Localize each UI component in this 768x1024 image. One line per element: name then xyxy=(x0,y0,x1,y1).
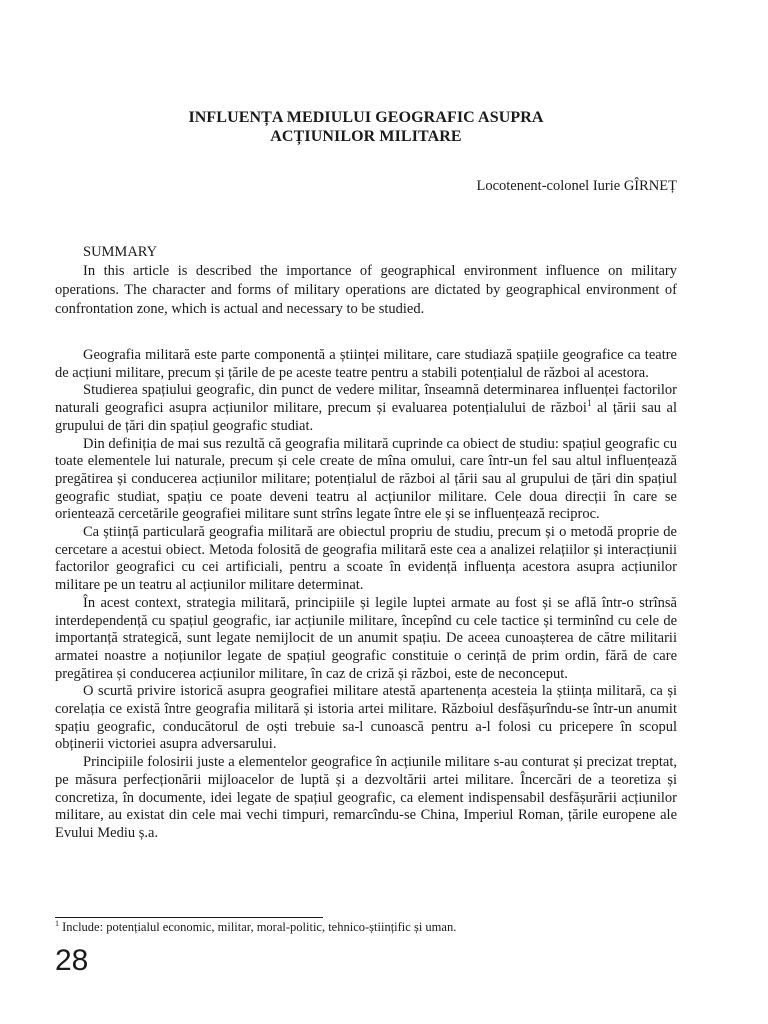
title-line-1: INFLUENȚA MEDIULUI GEOGRAFIC ASUPRA xyxy=(188,109,544,126)
body-paragraph: Principiile folosirii juste a elementelor geografice în acțiunile militare s-au conturat și precizat treptat, pe măsura perfecționării mijloacelor de luptă și a dezvoltării artei militare. Încercări de a teoretiza și concretiza, în documente, idei legate de spațiul geografic, ca element indispensabil desfășurării acțiunilor militare, au existat din cele mai vechi timpuri, remarcîndu-se China, Imperiul Roman, țările europene ale Evului Mediu ș.a. xyxy=(55,754,677,841)
body-paragraph: Geografia militară este parte componentă a științei militare, care studiază spațiile geografice ca teatre de acțiuni militare, precum și țările de pe aceste teatre pentru a stabili potențialul de război al acestora. xyxy=(55,347,677,381)
author-name: Locotenent-colonel Iurie GÎRNEȚ xyxy=(476,178,677,194)
paragraph-text: Studierea spațiului geografic, din punct de vedere militar, înseamnă determinarea influenței factorilor naturali geografici asupra acțiunilor militare, precum și evaluarea potențialului de război xyxy=(55,382,677,417)
body-paragraph: Din definiția de mai sus rezultă că geografia militară cuprinde ca obiect de studiu: spațiul geografic cu toate elementele lui naturale, precum și cele create de mîna omului, care într-un fel sau altul influențează pregătirea și conducerea acțiunilor militare; potențialul de război al țării sau al grupului de țări din spațiul geografic studiat, spațiu ce poate deveni teatru al acțiunilor militare. Cele doua direcții în care se orientează cercetările geografiei militare sunt strîns legate între ele și se influențează reciproc. xyxy=(55,435,677,523)
footnote xyxy=(55,920,456,935)
footnote-reference: 1 xyxy=(586,398,592,409)
summary-section xyxy=(55,243,677,319)
body-paragraph: O scurtă privire istorică asupra geografiei militare atestă apartenența acesteia la știința militară, ca și corelația ce există între geografia militară și istoria artei militare. Războiul desfășurîndu-se într-un anumit spațiu geografic, conducătorul de oști trebuie sa-l cunoască pentru a-l folosi cu pricepere în scopul obținerii victoriei asupra adversarului. xyxy=(55,683,677,753)
footnote-divider xyxy=(55,917,323,918)
body-paragraph: Ca știință particulară geografia militară are obiectul propriu de studiu, precum și o metodă proprie de cercetare a acestui obiect. Metoda folosită de geografia militară este cea a analizei relațiilor și interacțiunii factorilor geografici cu cei artificiali, pentru a scoate în evidență influența acestora asupra acțiunilor militare pe un teatru al acțiunilor militare determinat. xyxy=(55,524,677,594)
article-body xyxy=(55,347,677,843)
footnote-text: Include: potențialul economic, militar, moral-politic, tehnico-științific și uman. xyxy=(59,920,457,934)
footnote-marker: 1 xyxy=(55,918,59,928)
summary-heading: SUMMARY xyxy=(83,244,158,260)
body-paragraph-with-footnote xyxy=(55,382,677,435)
body-paragraph: În acest context, strategia militară, principiile și legile luptei armate au fost și se află într-o strînsă interdependență cu spațiul geografic, iar acțiunile militare, începînd cu cele tactice și terminînd cu cele de importanță strategică, sunt legate nemijlocit de un anumit spațiu. De aceea cunoașterea de către militarii armatei noastre a noțiunilor legate de spațiul geografic constituie o cerință de prim ordin, fără de care pregătirea și conducerea acțiunilor militare, în caz de criză și război, este de neconceput. xyxy=(55,594,677,682)
page-number: 28 xyxy=(55,944,89,977)
article-title xyxy=(55,108,677,146)
summary-text: In this article is described the importance of geographical environment influence on military operations. The character and forms of military operations are dictated by geographical environment of confrontation zone, which is actual and necessary to be studied. xyxy=(55,263,677,317)
paragraph-text: al țării sau al grupului de țări din spațiul geografic studiat. xyxy=(55,400,678,434)
title-line-2: ACȚIUNILOR MILITARE xyxy=(270,128,462,145)
